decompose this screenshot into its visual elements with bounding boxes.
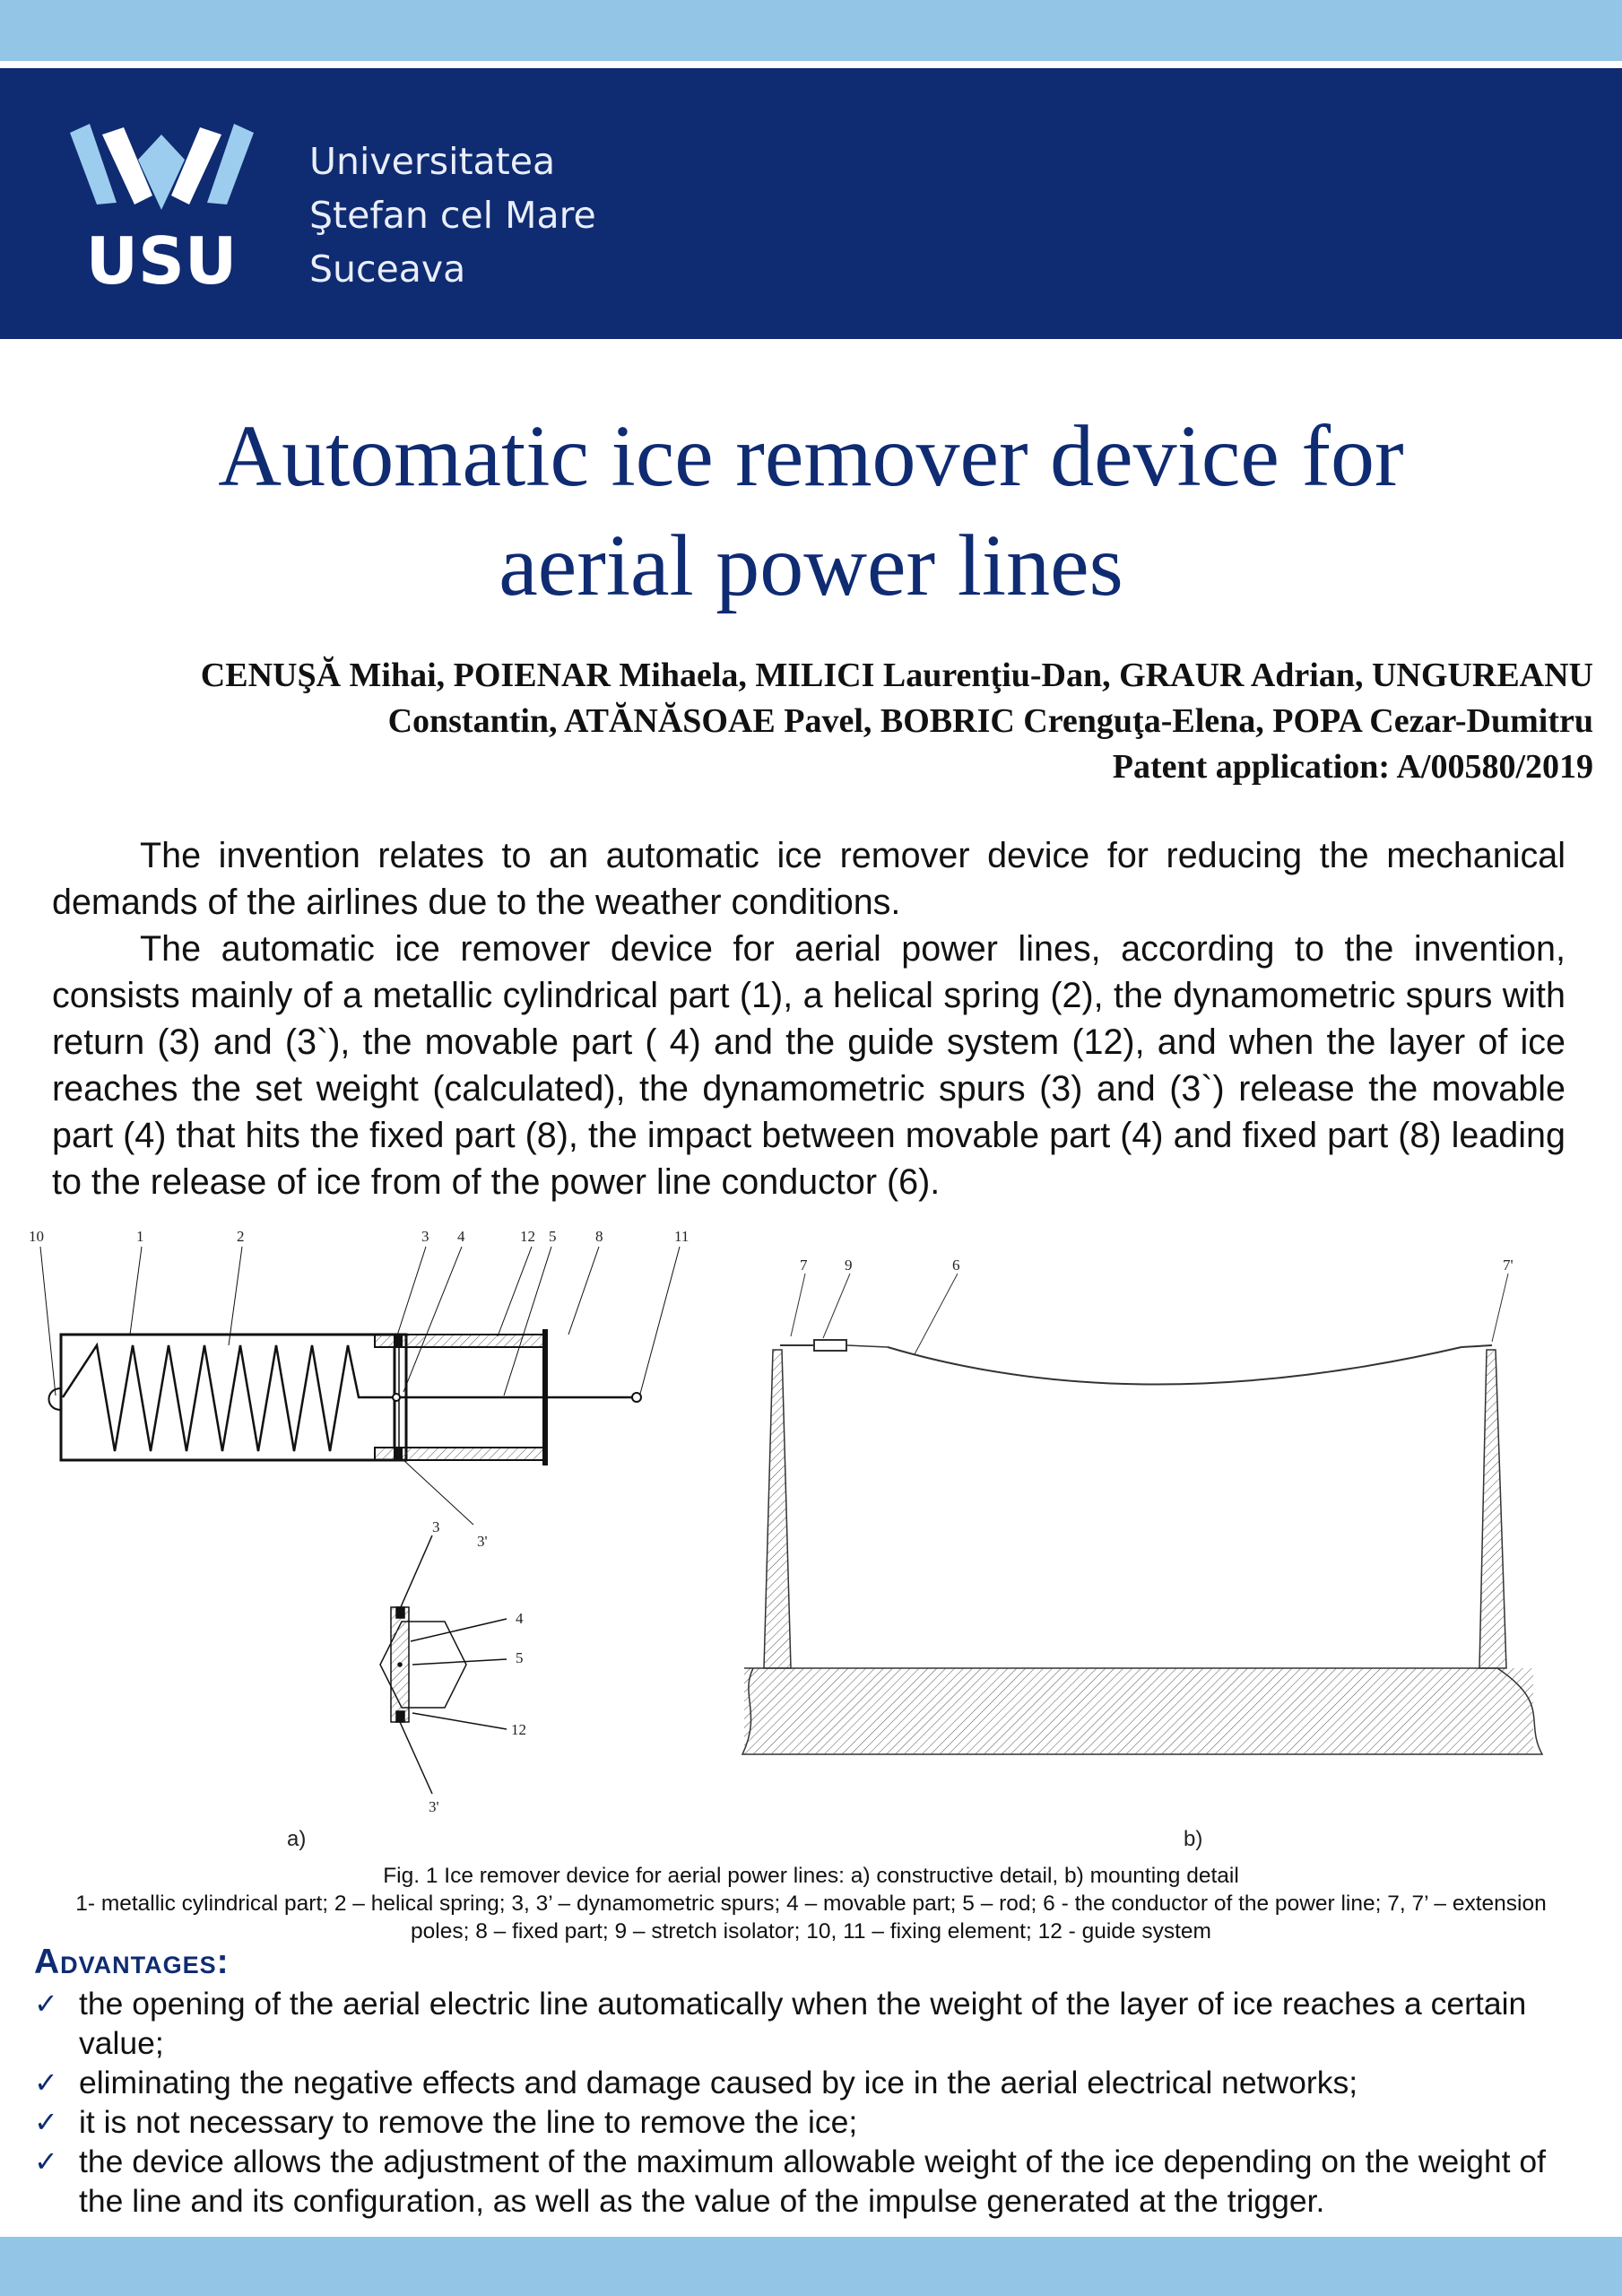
caption-line-2: 1- metallic cylindrical part; 2 – helical spring; 3, 3’ – dynamometric spurs; 4 – movable part; 5 – rod; 6 - the conductor of the power line; 7, 7’ – extension (75, 1892, 1547, 1916)
section-label-12: 12 (511, 1721, 526, 1738)
advantage-item (34, 2063, 1585, 2102)
label-7-prime: 7' (1503, 1257, 1514, 1274)
label-11: 11 (674, 1228, 690, 1245)
university-line-2: Ştefan cel Mare (309, 194, 596, 237)
device-drawing (40, 1247, 680, 1525)
device-labels (29, 1228, 689, 1550)
label-10: 10 (29, 1228, 44, 1245)
label-3-prime: 3' (477, 1533, 488, 1550)
label-7: 7 (800, 1257, 808, 1274)
subfigure-label-b: b) (1184, 1827, 1203, 1851)
poster-title (0, 402, 1622, 621)
authors-line-2: Constantin, ATĂNĂSOAE Pavel, BOBRIC Crenguţa-Elena, POPA Cezar-Dumitru (387, 702, 1593, 740)
university-line-3: Suceava (309, 248, 466, 291)
section-label-4: 4 (516, 1610, 524, 1627)
check-icon: ✓ (34, 2145, 58, 2178)
top-decor-strip (0, 0, 1622, 61)
advantages-list (34, 1984, 1585, 2221)
mounting-labels (800, 1257, 1514, 1274)
section-label-3: 3 (432, 1518, 440, 1535)
label-5: 5 (549, 1228, 557, 1245)
advantage-item (34, 1984, 1585, 2063)
university-logo (70, 124, 254, 299)
patent-number: Patent application: A/00580/2019 (1112, 748, 1593, 786)
title-line-2: aerial power lines (499, 517, 1123, 614)
abstract (52, 832, 1566, 1205)
section-labels (429, 1518, 526, 1815)
check-icon: ✓ (34, 1987, 58, 2020)
authors-line-1: CENUŞĂ Mihai, POIENAR Mihaela, MILICI Laurenţiu-Dan, GRAUR Adrian, UNGUREANU (200, 657, 1593, 694)
caption-line-3: poles; 8 – fixed part; 9 – stretch isolator; 10, 11 – fixing element; 12 - guide system (411, 1919, 1211, 1944)
university-name (309, 135, 596, 296)
mounting-drawing (742, 1274, 1542, 1754)
university-line-1: Universitatea (309, 140, 556, 183)
abstract-paragraph-2: The automatic ice remover device for aerial power lines, according to the invention, consists mainly of a metallic cylindrical part (1), a helical spring (2), the dynamometric spurs with return (3) and (3`), the movable part ( 4) and the guide system (12), and when the layer of ice reaches the set weight (calculated), the dynamometric spurs (3) and (3`) release the movable part (4) that hits the fixed part (8), the impact between movable part (4) and fixed part (8) leading to the release of ice from of the power line conductor (6). (52, 929, 1566, 1202)
check-icon: ✓ (34, 2066, 58, 2099)
figure-1 (27, 1220, 1595, 1851)
advantage-item (34, 2102, 1585, 2142)
figure-caption (18, 1862, 1604, 1945)
advantage-text: the opening of the aerial electric line automatically when the weight of the layer of ice reaches a certain value; (79, 1986, 1527, 2061)
check-icon: ✓ (34, 2106, 58, 2138)
title-line-1: Automatic ice remover device for (218, 408, 1404, 505)
label-9: 9 (845, 1257, 853, 1274)
advantage-text: the device allows the adjustment of the maximum allowable weight of the ice depending on the weight of the line and its configuration, as well as the value of the impulse generated at the trigger. (79, 2144, 1546, 2219)
section-label-5: 5 (516, 1649, 524, 1666)
top-divider (0, 61, 1622, 68)
label-3: 3 (421, 1228, 429, 1245)
section-label-3-prime: 3' (429, 1798, 439, 1815)
advantage-text: eliminating the negative effects and damage caused by ice in the aerial electrical networks; (79, 2065, 1358, 2100)
bottom-decor-strip (0, 2237, 1622, 2296)
logo-emblem-icon (70, 124, 254, 210)
logo-text: USU (85, 223, 238, 299)
label-6: 6 (952, 1257, 960, 1274)
section-drawing (380, 1535, 507, 1794)
subfigure-label-a: a) (287, 1827, 307, 1851)
label-1: 1 (136, 1228, 144, 1245)
label-8: 8 (595, 1228, 603, 1245)
advantage-item (34, 2142, 1585, 2221)
label-2: 2 (237, 1228, 245, 1245)
label-4: 4 (457, 1228, 465, 1245)
advantages-heading: Advantages: (34, 1943, 230, 1981)
advantage-text: it is not necessary to remove the line to remove the ice; (79, 2104, 858, 2140)
caption-line-1: Fig. 1 Ice remover device for aerial power lines: a) constructive detail, b) mounting detail (383, 1864, 1239, 1888)
authors-block (18, 653, 1593, 790)
abstract-paragraph-1: The invention relates to an automatic ice remover device for reducing the mechanical demands of the airlines due to the weather conditions. (52, 836, 1566, 922)
label-12: 12 (520, 1228, 535, 1245)
